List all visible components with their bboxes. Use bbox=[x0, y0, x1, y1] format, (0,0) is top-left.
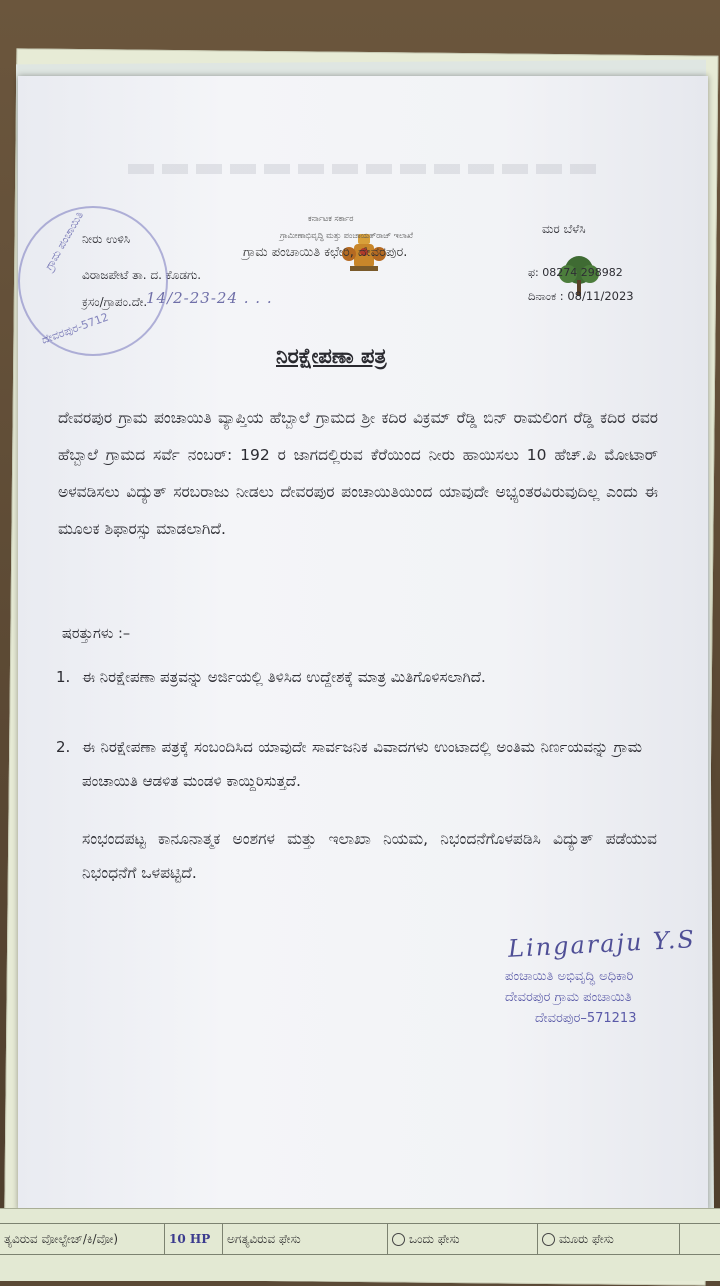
document-title: ನಿರಕ್ಷೇಪಣಾ ಪತ್ರ bbox=[276, 344, 387, 368]
radio-icon bbox=[392, 1233, 405, 1246]
condition-item-2 bbox=[56, 730, 642, 832]
conditions-heading: ಷರತ್ತುಗಳು :– bbox=[62, 626, 131, 642]
officer-pin: ದೇವರಪುರ–571213 bbox=[535, 1011, 637, 1026]
main-paragraph: ದೇವರಪುರ ಗ್ರಾಮ ಪಂಚಾಯಿತಿ ವ್ಯಾಪ್ತಿಯ ಹೆಬ್ಬಾಲೆ ಗ್ರಾಮದ ಶ್ರೀ ಕದಿರ ವಿಕ್ರಮ್ ರೆಡ್ಡಿ ಬಿನ್ ರಾಮಲಿಂಗ ರೆಡ್ಡಿ ಕದಿರ ರವರ ಹೆಬ್ಬಾಲೆ ಗ್ರಾಮದ ಸರ್ವೆ ನಂಬರ್: 192 ರ ಜಾಗದಲ್ಲಿರುವ ಕೆರೆಯಿಂದ ನೀರು ಹಾಯಿಸಲು 10 ಹೆಚ್.ಪಿ ಮೋಟಾರ್ ಅಳವಡಿಸಲು ವಿದ್ಯುತ್ ಸರಬರಾಜು ನೀಡಲು ದೇವರಪುರ ಪಂಚಾಯಿತಿಯಿಂದ ಯಾವುದೇ ಅಭ್ಯಂತರವಿರುವುದಿಲ್ಲ ಎಂದು ಈ ಮೂಲಕ ಶಿಫಾರಸ್ಸು ಮಾಡಲಾಗಿದೆ. bbox=[58, 409, 658, 538]
govt-label: ಕರ್ನಾಟಕ ಸರ್ಕಾರ bbox=[308, 214, 354, 223]
closing-paragraph: ಸಂಭಂದಪಟ್ಟ ಕಾನೂನಾತ್ಮಕ ಅಂಶಗಳ ಮತ್ತು ಇಲಾಖಾ ನಿಯಮ, ನಿಭಂದನೆಗೊಳಪಡಿಸಿ ವಿದ್ಯುತ್ ಪಡೆಯುವ ನಿಭಂಧನೆಗೆ ಒಳಪಟ್ಟಿದೆ. bbox=[82, 830, 657, 882]
officer-designation: ಪಂಚಾಯಿತಿ ಅಭಿವೃದ್ಧಿ ಅಧಿಕಾರಿ bbox=[505, 969, 634, 984]
stamp-text-bottom: ದೇವರಪುರ-5712 bbox=[39, 310, 111, 347]
application-form-strip bbox=[0, 1208, 720, 1281]
option-single-phase[interactable] bbox=[388, 1224, 538, 1254]
condition-item-1 bbox=[56, 660, 642, 728]
water-slogan: ನೀರು ಉಳಿಸಿ bbox=[82, 232, 131, 246]
stamp-text-top: ಗ್ರಾಮ ಪಂಚಾಯಿತಿ bbox=[42, 209, 87, 273]
phase-label-cell: ಅಗತ್ಯವಿರುವ ಫೇಸು bbox=[223, 1224, 388, 1254]
officer-signature: Lingaraju Y.S bbox=[507, 925, 697, 963]
option-three-phase[interactable] bbox=[538, 1224, 680, 1254]
reference-label: ಕ್ರಸಂ/ಗ್ರಾಪಂ.ದೇ. bbox=[82, 295, 148, 309]
option-label: ಮೂರು ಫೇಸು bbox=[559, 1232, 614, 1246]
signature-seal bbox=[505, 966, 636, 1029]
condition-text: ಈ ನಿರಕ್ಷೇಪಣಾ ಪತ್ರವನ್ನು ಅರ್ಜಿಯಲ್ಲಿ ತಿಳಿಸಿದ ಉದ್ದೇಶಕ್ಕೆ ಮಾತ್ರ ಮಿತಿಗೊಳಿಸಲಾಗಿದೆ. bbox=[82, 668, 486, 686]
form-row bbox=[0, 1223, 720, 1255]
bleed-through-text bbox=[128, 164, 598, 174]
phone-number: ಫ: 08274 298982 bbox=[528, 266, 623, 279]
date-line: ದಿನಾಂಕ : 08/11/2023 bbox=[528, 289, 634, 303]
voltage-label-cell: ತ್ಯವಿರುವ ವೋಲ್ಟೇಜ್/ಕಿ/ವೋ) bbox=[0, 1224, 165, 1254]
taluk-line: ವಿರಾಜಪೇಟೆ ತಾ. ದ. ಕೊಡಗು. bbox=[82, 268, 202, 282]
office-name: ಗ್ರಾಮ ಪಂಚಾಯಿತಿ ಕಛೇರಿ, ದೇವರಪುರ. bbox=[243, 245, 408, 260]
officer-office: ದೇವರಪುರ ಗ್ರಾಮ ಪಂಚಾಯಿತಿ bbox=[505, 990, 632, 1005]
voltage-value-cell: 10 HP bbox=[165, 1224, 223, 1254]
condition-number: 2. bbox=[56, 738, 71, 756]
reference-number-handwritten: 14/2-23-24 . . . bbox=[146, 289, 273, 307]
letter-sheet bbox=[18, 76, 708, 1211]
dept-label: ಗ್ರಾಮೀಣಾಭಿವೃದ್ಧಿ ಮತ್ತು ಪಂಚಾಯತ್‌ರಾಜ್ ಇಲಾಖೆ bbox=[280, 231, 413, 240]
condition-number: 1. bbox=[56, 668, 71, 686]
option-label: ಒಂದು ಫೇಸು bbox=[409, 1232, 460, 1246]
tree-slogan: ಮರ ಬೆಳೆಸಿ bbox=[542, 222, 586, 236]
condition-text: ಈ ನಿರಕ್ಷೇಪಣಾ ಪತ್ರಕ್ಕೆ ಸಂಬಂದಿಸಿದ ಯಾವುದೇ ಸಾರ್ವಜನಿಕ ವಿವಾದಗಳು ಉಂಟಾದಲ್ಲಿ ಅಂತಿಮ ನಿರ್ಣಯವನ್ನು ಗ್ರಾಮ ಪಂಚಾಯಿತಿ ಆಡಳಿತ ಮಂಡಳಿ ಕಾಯ್ದಿರಿಸುತ್ತದೆ. bbox=[82, 738, 642, 790]
radio-icon bbox=[542, 1233, 555, 1246]
